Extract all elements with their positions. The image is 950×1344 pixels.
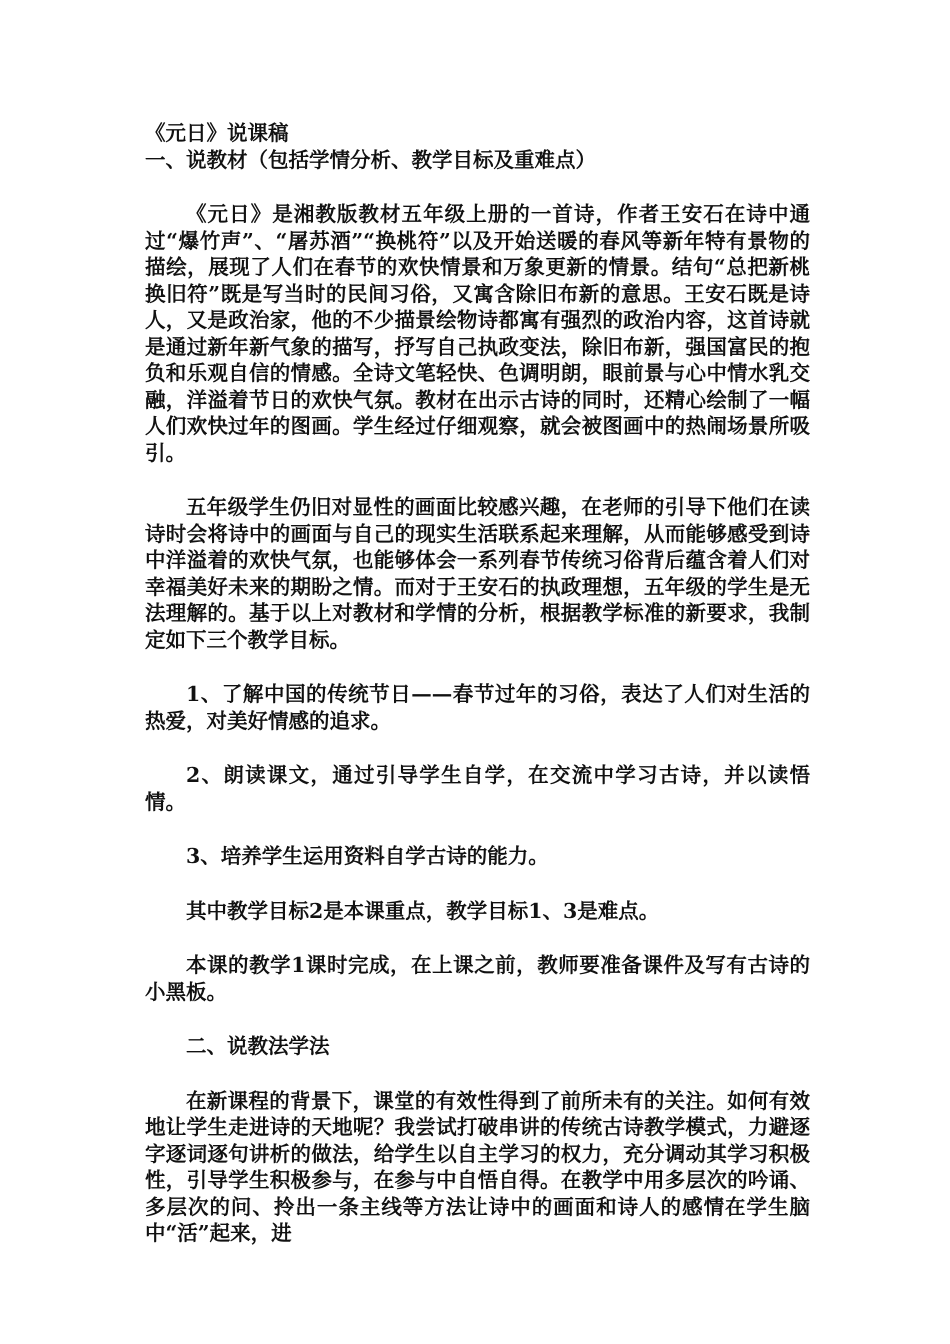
document-page [145,120,810,1247]
paragraph-goal-3: 3、培养学生运用资料自学古诗的能力。 [186,844,549,868]
paragraph-preparation: 本课的教学1课时完成，在上课之前，教师要准备课件及写有古诗的小黑板。 [145,953,810,1004]
spacer [145,466,810,494]
spacer [145,1060,810,1088]
paragraph-goal-1: 1、了解中国的传统节日——春节过年的习俗，表达了人们对生活的热爱，对美好情感的追求。 [145,682,810,733]
spacer [145,734,810,762]
spacer [145,815,810,843]
paragraph-key-points: 其中教学目标2是本课重点，教学目标1、3是难点。 [186,898,660,923]
spacer [145,1005,810,1033]
document-title: 《元日》说课稿 [145,121,289,145]
spacer [145,653,810,681]
spacer [145,173,810,201]
paragraph-goal-2: 2、朗读课文，通过引导学生自学，在交流中学习古诗，并以读悟情。 [145,763,810,814]
paragraph-student-analysis: 五年级学生仍旧对显性的画面比较感兴趣，在老师的引导下他们在读诗时会将诗中的画面与自己的现实生活联系起来理解，从而能够感受到诗中洋溢着的欢快气氛，也能够体会一系列春节传统习俗背后蕴含着人们对幸福美好未来的期盼之情。而对于王安石的执政理想，五年级的学生是无法理解的。基于以上对教材和学情的分析，根据教学标准的新要求，我制定如下三个教学目标。 [145,495,810,652]
paragraph-teaching-method: 在新课程的背景下，课堂的有效性得到了前所未有的关注。如何有效地让学生走进诗的天地呢？我尝试打破串讲的传统古诗教学模式，力避逐字逐词逐句讲析的做法，给学生以自主学习的权力，充分调动其学习积极性，引导学生积极参与，在参与中自悟自得。在教学中用多层次的吟诵、多层次的问、拎出一条主线等方法让诗中的画面和诗人的感情在学生脑中“活”起来，进 [145,1088,810,1245]
spacer [145,924,810,952]
paragraph-textbook: 《元日》是湘教版教材五年级上册的一首诗，作者王安石在诗中通过“爆竹声”、“屠苏酒”“换桃符”以及开始送暖的春风等新年特有景物的描绘，展现了人们在春节的欢快情景和万象更新的情景。结句“总把新桃换旧符”既是写当时的民间习俗，又寓含除旧布新的意思。王安石既是诗人，又是政治家，他的不少描景绘物诗都寓有强烈的政治内容，这首诗就是通过新年新气象的描写，抒写自己执政变法，除旧布新，强国富民的抱负和乐观自信的情感。全诗文笔轻快、色调明朗，眼前景与心中情水乳交融，洋溢着节日的欢快气氛。教材在出示古诗的同时，还精心绘制了一幅人们欢快过年的图画。学生经过仔细观察，就会被图画中的热闹场景所吸引。 [145,202,810,465]
section-heading-2: 二、说教法学法 [186,1034,330,1058]
spacer [145,870,810,898]
section-heading-1: 一、说教材（包括学情分析、教学目标及重难点） [145,147,596,172]
